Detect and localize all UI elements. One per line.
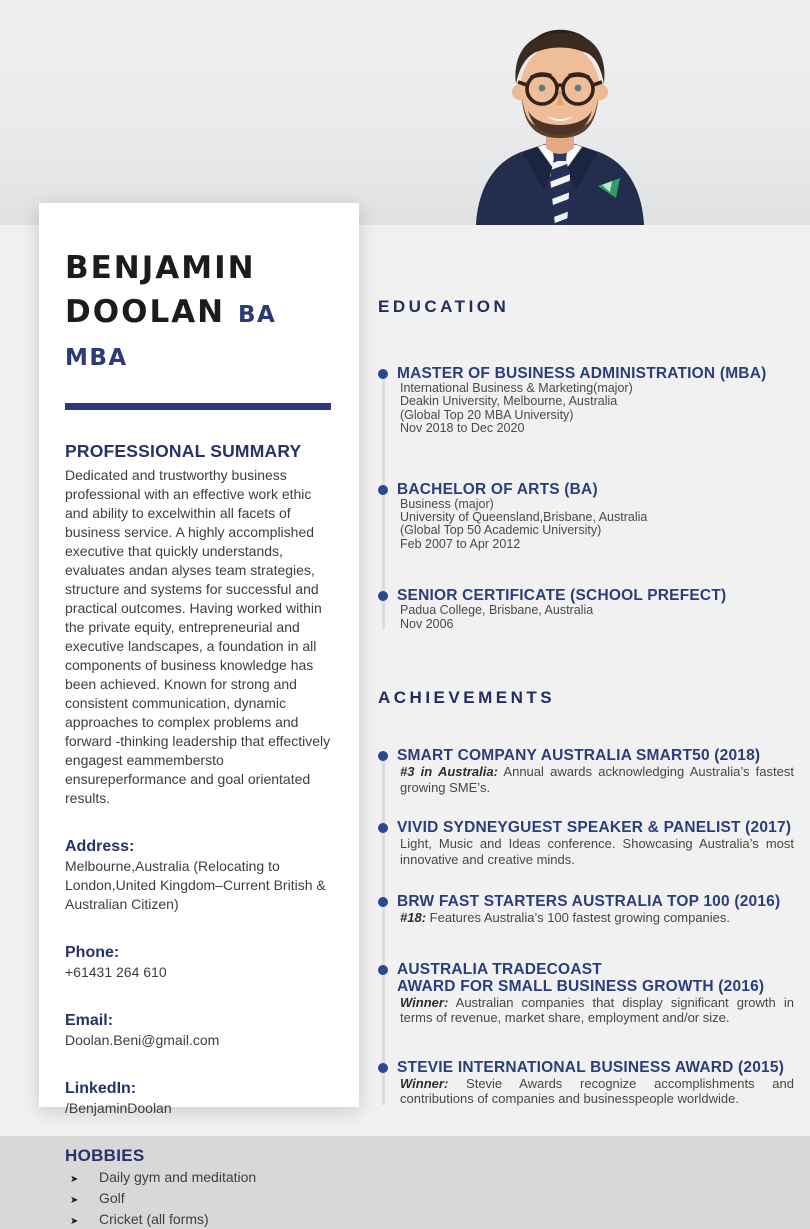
address-block — [65, 837, 333, 914]
address-label: Address: — [65, 838, 135, 855]
header-band — [0, 0, 810, 225]
education-entry-line: Nov 2006 — [400, 616, 454, 631]
education-entry-title: SENIOR CERTIFICATE (SCHOOL PREFECT) — [397, 587, 727, 605]
linkedin-block — [65, 1079, 333, 1118]
education-entry-line: (Global Top 50 Academic University) — [400, 523, 602, 538]
achievement-entry-title: STEVIE INTERNATIONAL BUSINESS AWARD (2015) — [397, 1058, 785, 1076]
email-block — [65, 1011, 333, 1050]
education-heading: EDUCATION — [378, 297, 510, 316]
last-name-line — [65, 292, 333, 378]
education-entry-title: MASTER OF BUSINESS ADMINISTRATION (MBA) — [397, 365, 767, 382]
timeline-bullet-icon — [378, 485, 388, 495]
education-entry — [378, 587, 794, 631]
achievement-entry-title: VIVID SYDNEYGUEST SPEAKER & PANELIST (2017) — [397, 819, 792, 837]
education-entry — [378, 365, 794, 436]
timeline-bullet-icon — [378, 751, 388, 761]
education-entry-line: Feb 2007 to Apr 2012 — [400, 536, 521, 551]
linkedin-value: /BenjaminDoolan — [65, 1100, 172, 1116]
arrow-bullet-icon: ➤ — [70, 1174, 79, 1185]
education-entry-line: Nov 2018 to Dec 2020 — [400, 421, 525, 436]
achievement-text: Australian companies that display significant growth in terms of revenue, market share, employment and/or size. — [400, 994, 794, 1026]
achievement-entry-title: AUSTRALIA TRADECOAST — [397, 960, 602, 978]
achievement-entry — [378, 1059, 794, 1107]
list-item — [65, 1191, 333, 1208]
timeline-bullet-icon — [378, 369, 388, 379]
hobby-text: Golf — [99, 1190, 125, 1206]
achievement-entry-title: BRW FAST STARTERS AUSTRALIA TOP 100 (2016) — [397, 893, 781, 911]
arrow-bullet-icon: ➤ — [70, 1216, 79, 1227]
credentials: BA MBA — [65, 302, 277, 371]
education-timeline — [378, 365, 794, 631]
summary-text: Dedicated and trustworthy business professional with an effective work ethic and ability to excelwithin all facets of business service. A highly accomplished executive that quickly understands, evaluates andan alyses team strategies, structure and systems for successful and practical outcomes. Having worked within the private equity, entrepreneurial and executive landscapes, a foundation in all components of business knowledge has been achieved. Known for strong and consistent communication, dynamic approaches to complex problems and forward -thinking leadership that effectively engagest eammembersto ensureperformance and goal orientated results. — [65, 467, 331, 806]
achievements-heading: ACHIEVEMENTS — [378, 688, 556, 708]
achievement-entry-title: SMART COMPANY AUSTRALIA SMART50 (2018) — [397, 747, 761, 765]
linkedin-label: LinkedIn: — [65, 1080, 137, 1097]
achievement-entry-desc — [397, 910, 794, 926]
achievement-entry — [378, 961, 794, 1026]
achievement-entry-desc — [397, 995, 794, 1026]
education-entry-line: Business (major) — [400, 496, 494, 511]
name-divider — [65, 403, 331, 410]
achievement-text: Light, Music and Ideas conference. Showcasing Australia’s most innovative and creative minds. — [400, 836, 794, 867]
achievement-entry — [378, 819, 794, 867]
education-entry-title: BACHELOR OF ARTS (BA) — [397, 480, 598, 498]
left-sidebar-card — [39, 203, 359, 1227]
achievement-entry-desc — [397, 764, 794, 795]
summary-heading: PROFESSIONAL SUMMARY — [65, 441, 302, 461]
list-item — [65, 1170, 333, 1187]
education-entry-line: (Global Top 20 MBA University) — [400, 407, 574, 422]
education-entry-line: Deakin University, Melbourne, Australia — [400, 394, 618, 409]
achievement-lead: #18: — [400, 910, 427, 926]
achievements-timeline — [378, 747, 794, 1107]
arrow-bullet-icon: ➤ — [70, 1195, 79, 1206]
timeline-bullet-icon — [378, 965, 388, 975]
achievement-text: Stevie Awards recognize accomplishments and contributions of companies and businesspeople worldwide. — [400, 1075, 794, 1107]
education-section — [378, 297, 794, 631]
achievement-lead: #3 in Australia: — [400, 764, 498, 780]
address-value: Melbourne,Australia (Relocating to London,United Kingdom–Current British & Australian Citizen) — [65, 858, 326, 912]
right-column — [378, 297, 794, 1107]
timeline-bullet-icon — [378, 591, 388, 601]
hobbies-section — [65, 1146, 333, 1229]
phone-label: Phone: — [65, 944, 120, 961]
phone-block — [65, 943, 333, 982]
portrait-illustration — [458, 18, 662, 225]
email-label: Email: — [65, 1012, 114, 1029]
achievement-entry-desc — [397, 836, 794, 867]
achievement-entry-desc — [397, 1076, 794, 1107]
list-item — [65, 1212, 333, 1229]
achievement-lead: Winner: — [400, 1075, 449, 1091]
hobbies-heading: HOBBIES — [65, 1146, 145, 1165]
email-value: Doolan.Beni@gmail.com — [65, 1032, 220, 1048]
education-entry — [378, 481, 794, 552]
portrait-photo — [458, 18, 662, 225]
education-entry-line: International Business & Marketing(major) — [400, 381, 633, 395]
education-entry-line: University of Queensland,Brisbane, Australia — [400, 510, 648, 525]
achievement-entry — [378, 893, 794, 926]
last-name: DOOLAN — [65, 294, 226, 330]
achievement-text: Features Australia’s 100 fastest growing companies. — [429, 910, 731, 926]
achievement-lead: Winner: — [400, 994, 449, 1010]
timeline-bullet-icon — [378, 897, 388, 907]
phone-value: +61431 264 610 — [65, 964, 167, 980]
hobby-text: Cricket (all forms) — [99, 1211, 209, 1227]
achievement-entry — [378, 747, 794, 795]
hobby-text: Daily gym and meditation — [99, 1169, 257, 1185]
achievement-text: Annual awards acknowledging Australia’s fastest growing SME’s. — [400, 764, 794, 795]
education-entry-line: Padua College, Brisbane, Australia — [400, 603, 594, 618]
timeline-bullet-icon — [378, 1063, 388, 1073]
achievement-entry-title: AWARD FOR SMALL BUSINESS GROWTH (2016) — [397, 977, 765, 995]
achievements-section — [378, 688, 794, 1107]
timeline-bullet-icon — [378, 823, 388, 833]
first-name: BENJAMIN — [65, 250, 256, 286]
